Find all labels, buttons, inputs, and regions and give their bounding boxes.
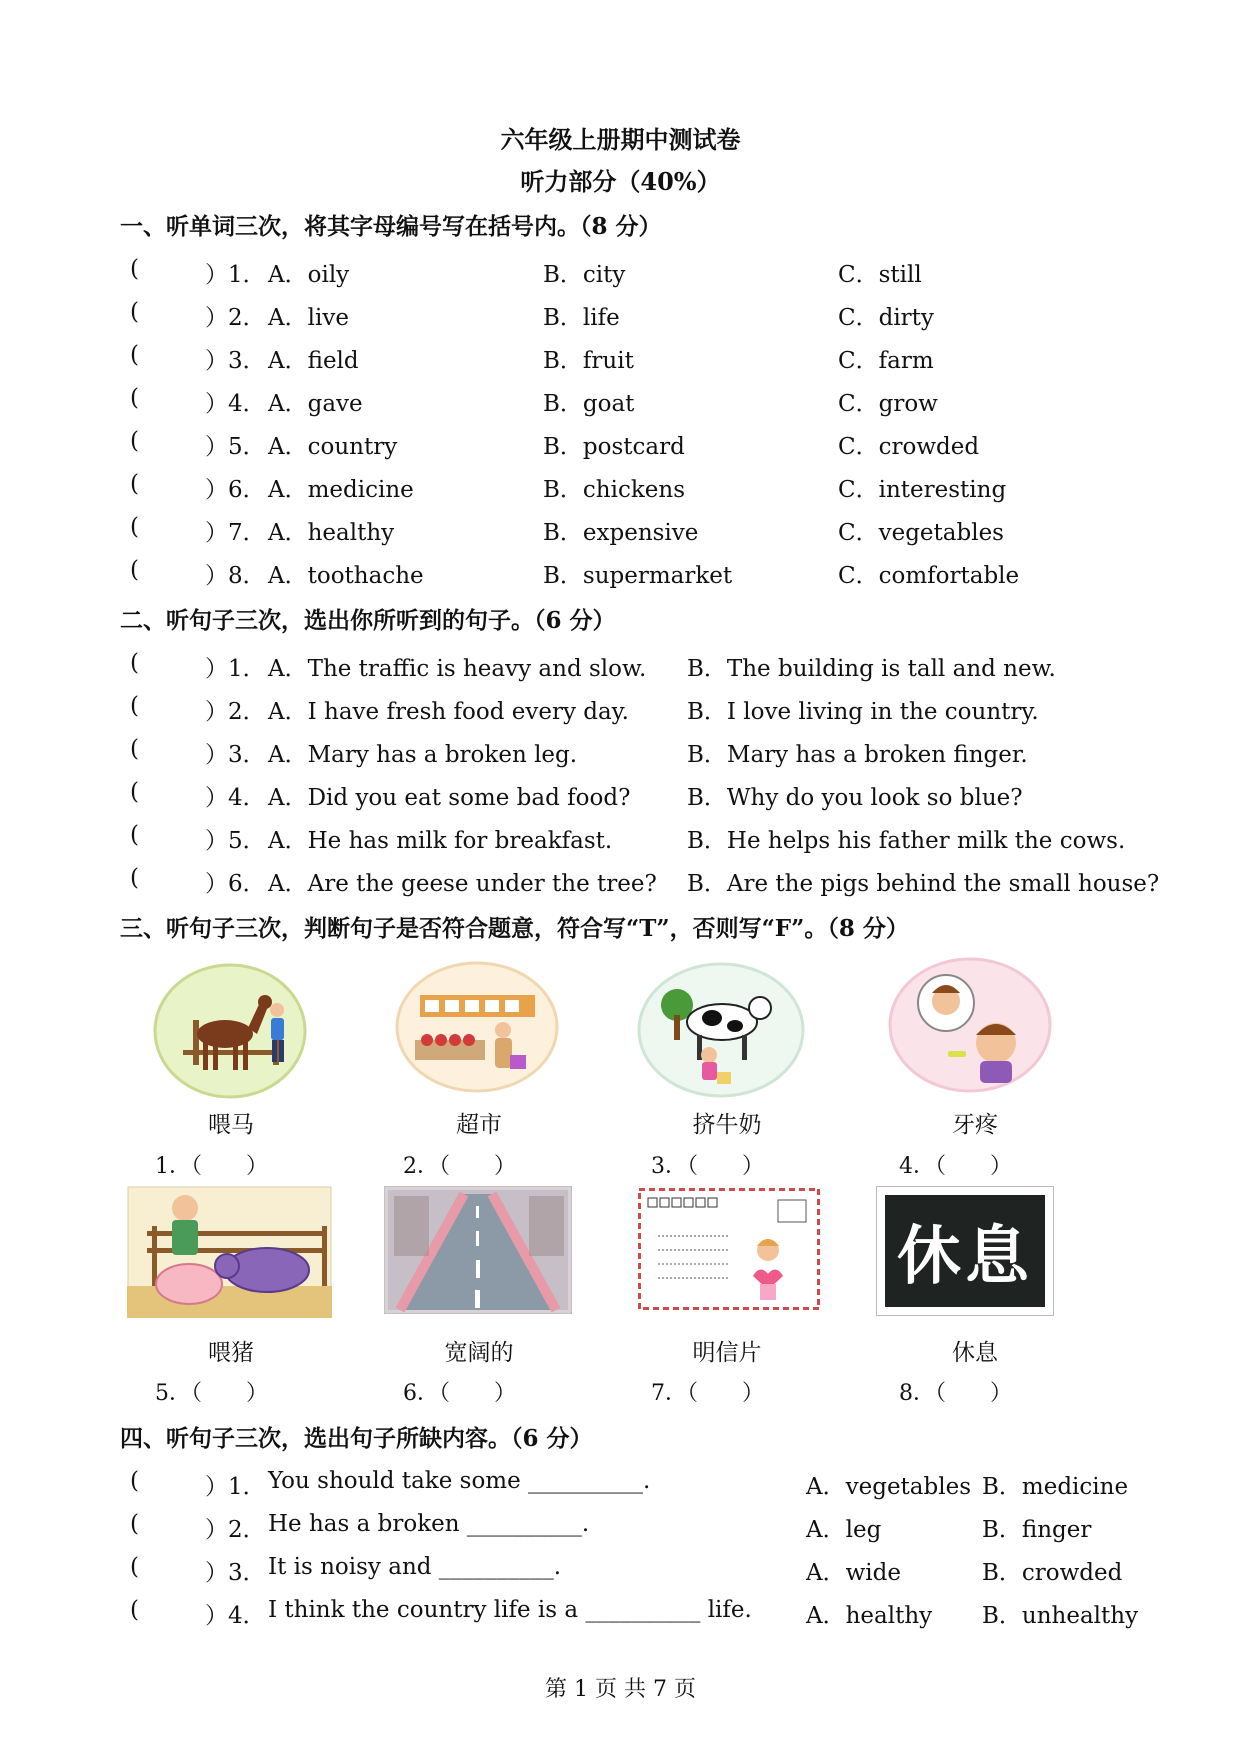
question-text: I think the country life is a __________ life.	[268, 1597, 752, 1623]
answer-paren[interactable]: (	[130, 342, 139, 368]
option-a: A．wide	[806, 1560, 901, 1586]
option-a: A．He has milk for breakfast.	[268, 828, 613, 854]
question-number: ）2．	[205, 1517, 266, 1543]
section4-heading: 四、听句子三次，选出句子所缺内容。（6 分）	[120, 1425, 593, 1452]
answer-paren[interactable]: (	[130, 256, 139, 282]
question-number: ）1．	[205, 656, 266, 682]
page-number: 第 1 页 共 7 页	[545, 1677, 696, 1702]
option-b: B．life	[543, 305, 620, 331]
question-row	[0, 385, 1241, 425]
option-b: B．chickens	[543, 477, 685, 503]
option-b: B．expensive	[543, 520, 699, 546]
answer-paren[interactable]: (	[130, 865, 139, 891]
rest-sign-picture	[876, 1186, 1054, 1316]
option-b: B．goat	[543, 391, 635, 417]
option-b: B．city	[543, 262, 626, 288]
option-b: B．finger	[982, 1517, 1092, 1543]
question-number: ）3．	[205, 348, 266, 374]
option-c: C．grow	[838, 391, 938, 417]
picture-caption: 挤牛奶	[692, 1112, 762, 1138]
picture-caption: 明信片	[692, 1340, 762, 1366]
option-b: B．crowded	[982, 1560, 1123, 1586]
option-a: A．healthy	[806, 1603, 933, 1629]
feed-pigs-picture	[127, 1186, 332, 1318]
option-a: A．I have fresh food every day.	[268, 699, 629, 725]
answer-paren[interactable]: (	[130, 822, 139, 848]
question-text: It is noisy and __________.	[268, 1554, 562, 1580]
answer-paren[interactable]: (	[130, 557, 139, 583]
option-b: B．The building is tall and new.	[687, 656, 1056, 682]
option-a: A．gave	[268, 391, 363, 417]
question-number: ）7．	[205, 520, 266, 546]
supermarket-picture	[395, 960, 560, 1095]
question-number: ）4．	[205, 391, 266, 417]
feed-horse-picture	[153, 962, 308, 1100]
option-a: A．leg	[806, 1517, 882, 1543]
picture-caption: 喂猪	[208, 1340, 254, 1366]
question-row	[0, 342, 1241, 382]
option-a: A．live	[268, 305, 349, 331]
picture-caption: 宽阔的	[444, 1340, 514, 1366]
rest-sign-text: 休息	[885, 1195, 1045, 1307]
question-number: ）5．	[205, 828, 266, 854]
option-a: A．oily	[268, 262, 350, 288]
question-text: He has a broken __________.	[268, 1511, 590, 1537]
question-number: ）3．	[205, 1560, 266, 1586]
option-b: B．medicine	[982, 1474, 1129, 1500]
option-a: A．field	[268, 348, 359, 374]
answer-paren[interactable]: (	[130, 514, 139, 540]
section2-heading: 二、听句子三次，选出你所听到的句子。（6 分）	[120, 607, 616, 634]
answer-paren[interactable]: (	[130, 650, 139, 676]
option-b: B．postcard	[543, 434, 685, 460]
option-b: B．I love living in the country.	[687, 699, 1039, 725]
answer-blank[interactable]: 6．（ ）	[403, 1381, 516, 1406]
question-number: ）2．	[205, 699, 266, 725]
question-row	[0, 865, 1241, 905]
answer-blank[interactable]: 2．（ ）	[403, 1154, 516, 1179]
answer-paren[interactable]: (	[130, 385, 139, 411]
question-row	[0, 1554, 1241, 1594]
picture-caption: 牙疼	[952, 1112, 998, 1138]
option-a: A．healthy	[268, 520, 395, 546]
question-row	[0, 514, 1241, 554]
question-number: ）4．	[205, 785, 266, 811]
question-number: ）5．	[205, 434, 266, 460]
question-number: ）4．	[205, 1603, 266, 1629]
postcard-picture	[638, 1188, 820, 1310]
answer-paren[interactable]: (	[130, 471, 139, 497]
milk-cow-picture	[637, 960, 805, 1100]
option-a: A．Did you eat some bad food?	[268, 785, 631, 811]
option-c: C．crowded	[838, 434, 980, 460]
wide-road-picture	[384, 1186, 572, 1314]
question-row	[0, 557, 1241, 597]
option-b: B．Why do you look so blue?	[687, 785, 1023, 811]
page-title: 六年级上册期中测试卷	[500, 125, 741, 154]
option-a: A．toothache	[268, 563, 424, 589]
question-row	[0, 428, 1241, 468]
section1-heading: 一、听单词三次，将其字母编号写在括号内。（8 分）	[120, 213, 662, 240]
question-row	[0, 471, 1241, 511]
option-a: A．The traffic is heavy and slow.	[268, 656, 647, 682]
question-number: ）1．	[205, 262, 266, 288]
option-a: A．Are the geese under the tree?	[268, 871, 657, 897]
answer-paren[interactable]: (	[130, 428, 139, 454]
question-row	[0, 299, 1241, 339]
option-a: A．vegetables	[806, 1474, 971, 1500]
picture-caption: 休息	[952, 1340, 998, 1366]
option-c: C．comfortable	[838, 563, 1020, 589]
option-b: B．supermarket	[543, 563, 733, 589]
answer-blank[interactable]: 7．（ ）	[651, 1381, 764, 1406]
answer-paren[interactable]: (	[130, 299, 139, 325]
option-c: C．dirty	[838, 305, 934, 331]
question-row	[0, 650, 1241, 690]
option-a: A．medicine	[268, 477, 414, 503]
option-b: B．fruit	[543, 348, 634, 374]
answer-blank[interactable]: 3．（ ）	[651, 1154, 764, 1179]
option-a: A．Mary has a broken leg.	[268, 742, 578, 768]
option-c: C．interesting	[838, 477, 1007, 503]
answer-blank[interactable]: 5．（ ）	[155, 1381, 268, 1406]
question-number: ）6．	[205, 871, 266, 897]
toothache-picture	[888, 955, 1053, 1095]
question-row	[0, 736, 1241, 776]
question-row	[0, 822, 1241, 862]
picture-caption: 超市	[456, 1112, 502, 1138]
page-subtitle: 听力部分（40%）	[520, 167, 721, 196]
option-b: B．Mary has a broken finger.	[687, 742, 1028, 768]
option-b: B．unhealthy	[982, 1603, 1139, 1629]
option-a: A．country	[268, 434, 398, 460]
answer-paren[interactable]: (	[130, 1468, 139, 1494]
option-c: C．vegetables	[838, 520, 1004, 546]
picture-caption: 喂马	[208, 1112, 254, 1138]
question-text: You should take some __________.	[268, 1468, 651, 1494]
question-number: ）3．	[205, 742, 266, 768]
answer-paren[interactable]: (	[130, 1554, 139, 1580]
question-row	[0, 779, 1241, 819]
option-c: C．still	[838, 262, 922, 288]
option-b: B．Are the pigs behind the small house?	[687, 871, 1160, 897]
question-number: ）2．	[205, 305, 266, 331]
answer-paren[interactable]: (	[130, 693, 139, 719]
question-number: ）8．	[205, 563, 266, 589]
question-row	[0, 693, 1241, 733]
question-row	[0, 1511, 1241, 1551]
option-c: C．farm	[838, 348, 934, 374]
section3-heading: 三、听句子三次，判断句子是否符合题意，符合写“T”，否则写“F”。（8 分）	[120, 915, 909, 942]
question-number: ）6．	[205, 477, 266, 503]
question-row	[0, 1597, 1241, 1637]
question-row	[0, 1468, 1241, 1508]
option-b: B．He helps his father milk the cows.	[687, 828, 1126, 854]
answer-blank[interactable]: 4．（ ）	[899, 1154, 1012, 1179]
answer-blank[interactable]: 8．（ ）	[899, 1381, 1012, 1406]
answer-blank[interactable]: 1．（ ）	[155, 1154, 268, 1179]
answer-paren[interactable]: (	[130, 1597, 139, 1623]
question-number: ）1．	[205, 1474, 266, 1500]
question-row	[0, 256, 1241, 296]
answer-paren[interactable]: (	[130, 779, 139, 805]
answer-paren[interactable]: (	[130, 736, 139, 762]
answer-paren[interactable]: (	[130, 1511, 139, 1537]
